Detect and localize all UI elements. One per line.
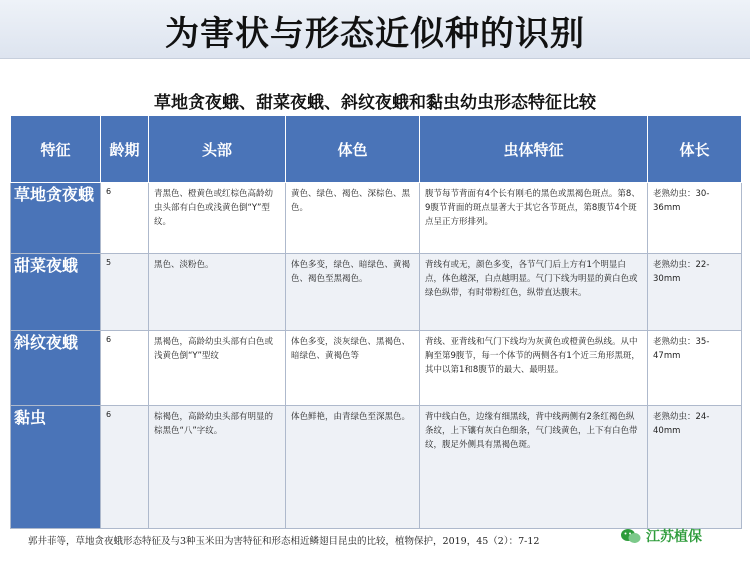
body-features-cell: 背线、亚背线和气门下线均为灰黄色或橙黄色纵线。从中胸至第9腹节，每一个体节的两侧各有1个近三角形黑斑，其中以第1和8腹节的最大、最明显。 bbox=[420, 331, 648, 406]
instar-cell: 6 bbox=[101, 406, 149, 529]
page-title: 为害状与形态近似种的识别 bbox=[165, 14, 585, 54]
body-features-cell: 背中线白色，边缘有细黑线，背中线两侧有2条红褐色纵条纹，上下镶有灰白色细条，气门线黄色，上下有白色带纹，腹足外侧具有黑褐色斑。 bbox=[420, 406, 648, 529]
body-length-cell: 老熟幼虫：22- 30mm bbox=[648, 254, 742, 331]
head-cell: 黑褐色，高龄幼虫头部有白色或浅黄色倒“Y”型纹 bbox=[149, 331, 286, 406]
header-head: 头部 bbox=[149, 116, 286, 183]
head-cell: 棕褐色，高龄幼虫头部有明显的棕黑色“八”字纹。 bbox=[149, 406, 286, 529]
body-features-cell: 腹节每节背面有4个长有刚毛的黑色或黑褐色斑点。第8、9腹节背面的斑点显著大于其它各节斑点，第8腹节4个斑点呈正方形排列。 bbox=[420, 183, 648, 254]
header-body-features: 虫体特征 bbox=[420, 116, 648, 183]
head-cell: 青黑色、橙黄色或红棕色高龄幼虫头部有白色或浅黄色倒“Y”型纹。 bbox=[149, 183, 286, 254]
table-caption: 草地贪夜蛾、甜菜夜蛾、斜纹夜蛾和黏虫幼虫形态特征比较 bbox=[154, 93, 596, 113]
comparison-table bbox=[10, 115, 742, 529]
body-length-cell: 老熟幼虫：24- 40mm bbox=[648, 406, 742, 529]
species-name: 甜菜夜蛾 bbox=[11, 254, 101, 331]
header-feature: 特征 bbox=[11, 116, 101, 183]
table-row bbox=[11, 331, 742, 406]
body-length-cell: 老熟幼虫：35-47mm bbox=[648, 331, 742, 406]
body-color-cell: 体色多变，淡灰绿色、黑褐色、暗绿色、黄褐色等 bbox=[286, 331, 420, 406]
wechat-icon bbox=[620, 527, 642, 545]
table-row bbox=[11, 183, 742, 254]
body-length-cell: 老熟幼虫：30- 36mm bbox=[648, 183, 742, 254]
table-row bbox=[11, 254, 742, 331]
header-body-color: 体色 bbox=[286, 116, 420, 183]
body-features-cell: 背线有或无，颜色多变，各节气门后上方有1个明显白点，体色越深，白点越明显。气门下线为明显的黄白色或绿色纵带，有时带粉红色，纵带直达腹末。 bbox=[420, 254, 648, 331]
species-name: 黏虫 bbox=[11, 406, 101, 529]
head-cell: 黑色、淡粉色。 bbox=[149, 254, 286, 331]
header-instar: 龄期 bbox=[101, 116, 149, 183]
instar-cell: 6 bbox=[101, 183, 149, 254]
body-color-cell: 黄色、绿色、褐色、深棕色、黑色。 bbox=[286, 183, 420, 254]
instar-cell: 6 bbox=[101, 331, 149, 406]
watermark bbox=[620, 524, 702, 548]
species-name: 斜纹夜蛾 bbox=[11, 331, 101, 406]
body-color-cell: 体色鲜艳，由青绿色至深黑色。 bbox=[286, 406, 420, 529]
species-name: 草地贪夜蛾 bbox=[11, 183, 101, 254]
instar-cell: 5 bbox=[101, 254, 149, 331]
header-body-length: 体长 bbox=[648, 116, 742, 183]
body-color-cell: 体色多变，绿色、暗绿色、黄褐色、褐色至黑褐色。 bbox=[286, 254, 420, 331]
title-bar bbox=[0, 0, 750, 59]
table-header-row bbox=[11, 116, 742, 183]
watermark-text: 江苏植保 bbox=[646, 529, 702, 545]
table-row bbox=[11, 406, 742, 529]
citation: 郭井菲等，草地贪夜蛾形态特征及与3种玉米田为害特征和形态相近鳞翅目昆虫的比较，植物保护，2019，45（2）：7-12 bbox=[28, 536, 540, 547]
